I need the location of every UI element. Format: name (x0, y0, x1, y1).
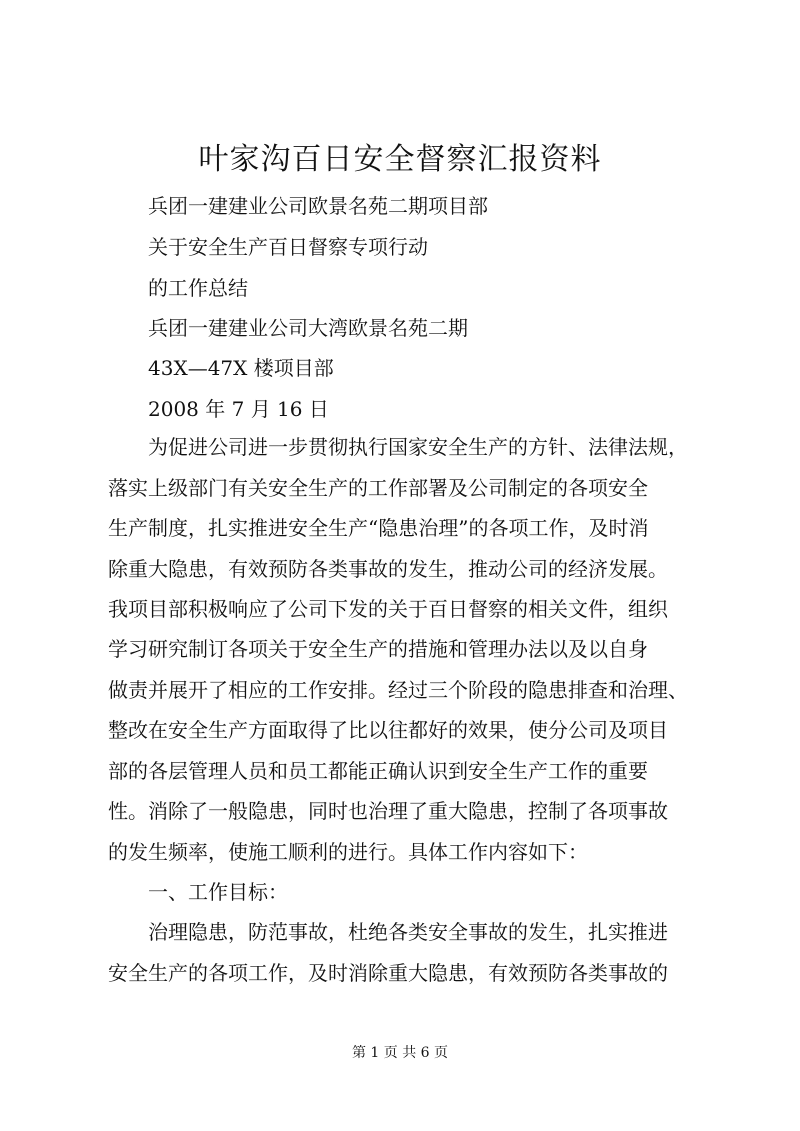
paragraph-line: 整改在安全生产方面取得了比以往都好的效果，使分公司及项目 (108, 718, 668, 742)
paragraph-line: 部的各层管理人员和员工都能正确认识到安全生产工作的重要 (108, 759, 648, 783)
paragraph-line: 落实上级部门有关安全生产的工作部署及公司制定的各项安全 (108, 476, 648, 500)
header-line: 兵团一建建业公司大湾欧景名苑二期 (148, 316, 468, 340)
header-line: 关于安全生产百日督察专项行动 (148, 235, 428, 259)
paragraph-line: 做责并展开了相应的工作安排。经过三个阶段的隐患排查和治理、 (108, 678, 688, 702)
paragraph-line: 治理隐患，防范事故，杜绝各类安全事故的发生，扎实推进 (148, 920, 668, 944)
header-line: 兵团一建建业公司欧景名苑二期项目部 (148, 194, 488, 218)
paragraph-line: 除重大隐患，有效预防各类事故的发生，推动公司的经济发展。 (108, 557, 668, 581)
paragraph-line: 性。消除了一般隐患，同时也治理了重大隐患，控制了各项事故 (108, 799, 668, 823)
paragraph-line: 为促进公司进一步贯彻执行国家安全生产的方针、法律法规， (148, 435, 688, 459)
paragraph-line: 的发生频率，使施工顺利的进行。具体工作内容如下： (108, 840, 588, 864)
paragraph-line: 生产制度，扎实推进安全生产“隐患治理”的各项工作，及时消 (108, 516, 649, 540)
header-line: 2008 年 7 月 16 日 (148, 397, 329, 421)
header-line: 的工作总结 (148, 276, 248, 300)
header-line: 43X—47X 楼项目部 (148, 356, 334, 380)
paragraph-line: 我项目部积极响应了公司下发的关于百日督察的相关文件，组织 (108, 597, 668, 621)
paragraph-line: 学习研究制订各项关于安全生产的措施和管理办法以及以自身 (108, 637, 648, 661)
paragraph-line: 安全生产的各项工作，及时消除重大隐患，有效预防各类事故的 (108, 961, 668, 985)
section-heading: 一、工作目标： (148, 880, 288, 904)
document-title: 叶家沟百日安全督察汇报资料 (198, 142, 602, 177)
page-number-footer: 第 1 页 共 6 页 (351, 1045, 449, 1061)
